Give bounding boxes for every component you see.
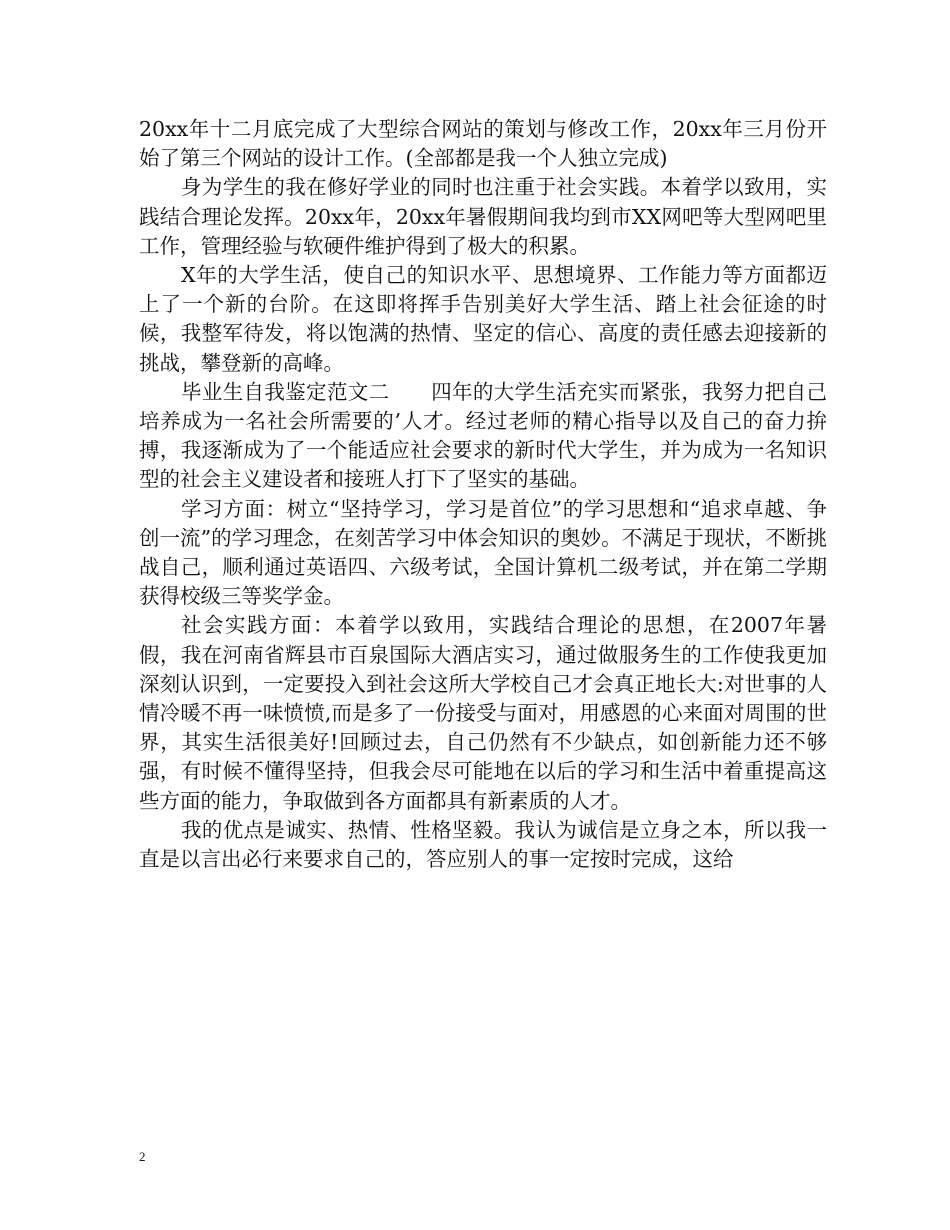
paragraph: 毕业生自我鉴定范文二 四年的大学生活充实而紧张，我努力把自己培养成为一名社会所需要的’人才。经过老师的精心指导以及自己的奋力拚搏，我逐渐成为了一个能适应社会要求的新时代大学生，并为成为一名知识型的社会主义建设者和接班人打下了坚实的基础。 — [139, 379, 827, 492]
paragraph: 学习方面：树立“坚持学习，学习是首位”的学习思想和“追求卓越、争创一流”的学习理念，在刻苦学习中体会知识的奥妙。不满足于现状，不断挑战自己，顺利通过英语四、六级考试，全国计算机二级考试，并在第二学期获得校级三等奖学金。 — [139, 496, 827, 609]
paragraph: 身为学生的我在修好学业的同时也注重于社会实践。本着学以致用，实践结合理论发挥。20xx年，20xx年暑假期间我均到市XX网吧等大型网吧里工作，管理经验与软硬件维护得到了极大的积累。 — [139, 175, 827, 258]
page-number: 2 — [139, 1149, 146, 1164]
paragraph: 我的优点是诚实、热情、性格坚毅。我认为诚信是立身之本，所以我一直是以言出必行来要求自己的，答应别人的事一定按时完成，这给 — [139, 817, 827, 872]
document-body — [139, 115, 827, 874]
paragraph: 20xx年十二月底完成了大型综合网站的策划与修改工作，20xx年三月份开始了第三个网站的设计工作。(全部都是我一个人独立完成) — [139, 117, 827, 171]
paragraph: X年的大学生活，使自己的知识水平、思想境界、工作能力等方面都迈上了一个新的台阶。在这即将挥手告别美好大学生活、踏上社会征途的时候，我整军待发，将以饱满的热情、坚定的信心、高度的责任感去迎接新的挑战，攀登新的高峰。 — [139, 263, 827, 375]
paragraph: 社会实践方面：本着学以致用，实践结合理论的思想，在2007年暑假，我在河南省辉县市百泉国际大酒店实习，通过做服务生的工作使我更加深刻认识到，一定要投入到社会这所大学校自己才会真正地长大:对世事的人情冷暖不再一味愤愤,而是多了一份接受与面对，用感恩的心来面对周围的世界，其实生活很美好!回顾过去，自己仍然有不少缺点，如创新能力还不够强，有时候不懂得坚持，但我会尽可能地在以后的学习和生活中着重提高这些方面的能力，争取做到各方面都具有新素质的人才。 — [139, 613, 827, 813]
